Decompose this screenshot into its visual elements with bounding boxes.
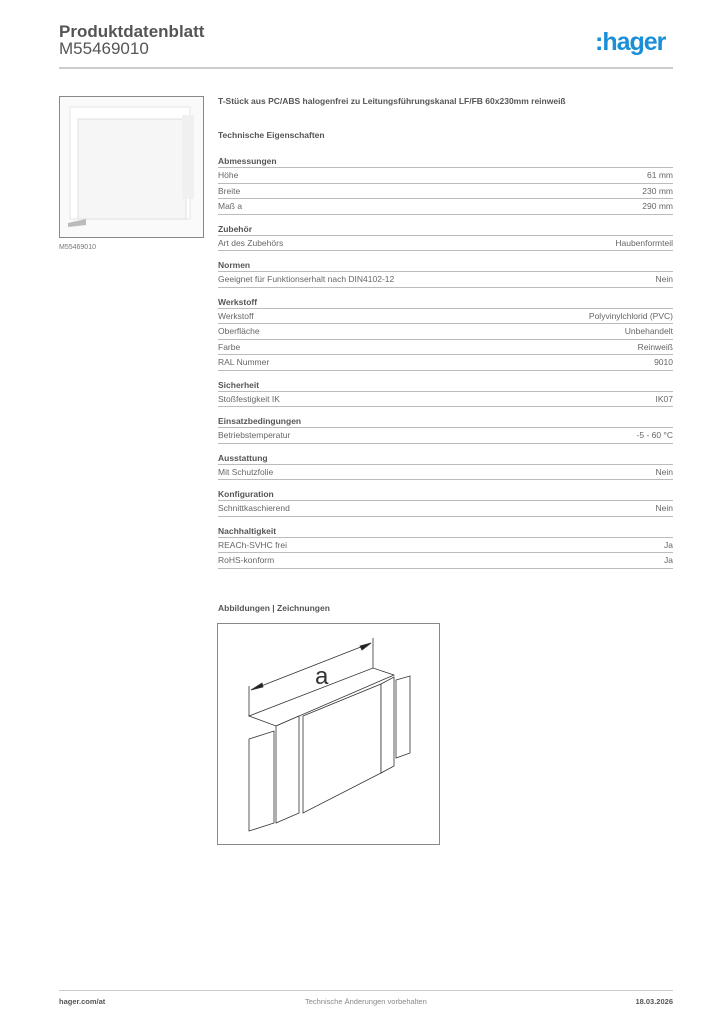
property-value: Polyvinylchlorid (PVC) — [588, 310, 673, 321]
property-row — [218, 340, 673, 356]
header-divider — [59, 67, 673, 69]
section-title: Ausstattung — [218, 452, 673, 465]
property-label: Betriebstemperatur — [218, 430, 291, 440]
footer-date: 18.03.2026 — [635, 997, 673, 1006]
property-value: Nein — [655, 274, 673, 284]
property-row — [218, 168, 673, 184]
property-row — [218, 199, 673, 215]
property-value: Ja — [664, 555, 673, 565]
section-title: Werkstoff — [218, 296, 673, 309]
footer-note: Technische Änderungen vorbehalten — [305, 997, 427, 1006]
property-row — [218, 324, 673, 340]
section-konfiguration — [218, 488, 673, 517]
property-row — [218, 538, 673, 554]
section-ausstattung — [218, 452, 673, 481]
section-zubehör — [218, 223, 673, 252]
property-label: Schnittkaschierend — [218, 503, 290, 513]
section-title: Sicherheit — [218, 379, 673, 392]
section-normen — [218, 259, 673, 288]
property-label: REACh-SVHC frei — [218, 539, 287, 550]
property-row — [218, 465, 673, 481]
property-label: Art des Zubehörs — [218, 237, 284, 248]
section-title: Zubehör — [218, 223, 673, 236]
property-value: Nein — [655, 466, 673, 477]
property-value: 61 mm — [647, 170, 673, 180]
property-value: Nein — [655, 503, 673, 513]
dimension-label: a — [315, 663, 329, 690]
section-title: Abmessungen — [218, 155, 673, 168]
property-value: 290 mm — [642, 201, 673, 211]
section-title: Nachhaltigkeit — [218, 525, 673, 538]
hager-logo: :hager — [595, 28, 666, 56]
image-caption: M55469010 — [59, 244, 96, 251]
property-value: IK07 — [655, 393, 673, 404]
properties-panel — [218, 96, 673, 577]
product-photo-icon — [60, 97, 203, 237]
property-label: RAL Nummer — [218, 357, 270, 367]
dimension-drawing — [217, 623, 440, 845]
section-title: Normen — [218, 259, 673, 272]
property-label: Mit Schutzfolie — [218, 466, 274, 477]
footer-divider — [59, 990, 673, 991]
property-label: Breite — [218, 185, 241, 196]
tech-heading: Technische Eigenschaften — [218, 130, 325, 140]
property-row — [218, 392, 673, 408]
product-description: T-Stück aus PC/ABS halogenfrei zu Leitungsführungskanal LF/FB 60x230mm reinweiß — [218, 96, 566, 106]
section-sicherheit — [218, 379, 673, 408]
property-row — [218, 553, 673, 569]
t-piece-drawing-icon — [218, 624, 439, 844]
article-number: M55469010 — [59, 39, 149, 58]
property-row — [218, 501, 673, 517]
property-label: Werkstoff — [218, 310, 254, 321]
property-label: Farbe — [218, 341, 241, 352]
property-value: Unbehandelt — [624, 326, 673, 336]
property-row — [218, 309, 673, 325]
property-row — [218, 184, 673, 200]
section-title: Einsatzbedingungen — [218, 415, 673, 428]
section-nachhaltigkeit — [218, 525, 673, 569]
property-value: Ja — [664, 539, 673, 550]
property-value: -5 - 60 °C — [636, 430, 673, 440]
property-row — [218, 236, 673, 252]
property-label: Oberfläche — [218, 326, 260, 336]
document-title: Produktdatenblatt — [59, 22, 205, 41]
property-value: Reinweiß — [637, 341, 673, 352]
product-image — [59, 96, 204, 238]
property-row — [218, 272, 673, 288]
section-title: Konfiguration — [218, 488, 673, 501]
property-row — [218, 428, 673, 444]
property-value: 230 mm — [642, 185, 673, 196]
section-werkstoff — [218, 296, 673, 371]
property-label: Geeignet für Funktionserhalt nach DIN4102-12 — [218, 274, 395, 284]
property-value: 9010 — [654, 357, 673, 367]
property-label: Maß a — [218, 201, 243, 211]
section-abmessungen — [218, 155, 673, 215]
section-einsatzbedingungen — [218, 415, 673, 444]
property-row — [218, 355, 673, 371]
property-label: Stoßfestigkeit IK — [218, 393, 280, 404]
property-value: Haubenformteil — [615, 237, 673, 248]
footer-website[interactable]: hager.com/at — [59, 997, 106, 1006]
figures-heading: Abbildungen | Zeichnungen — [218, 603, 330, 613]
property-label: Höhe — [218, 170, 239, 180]
property-label: RoHS-konform — [218, 555, 275, 565]
